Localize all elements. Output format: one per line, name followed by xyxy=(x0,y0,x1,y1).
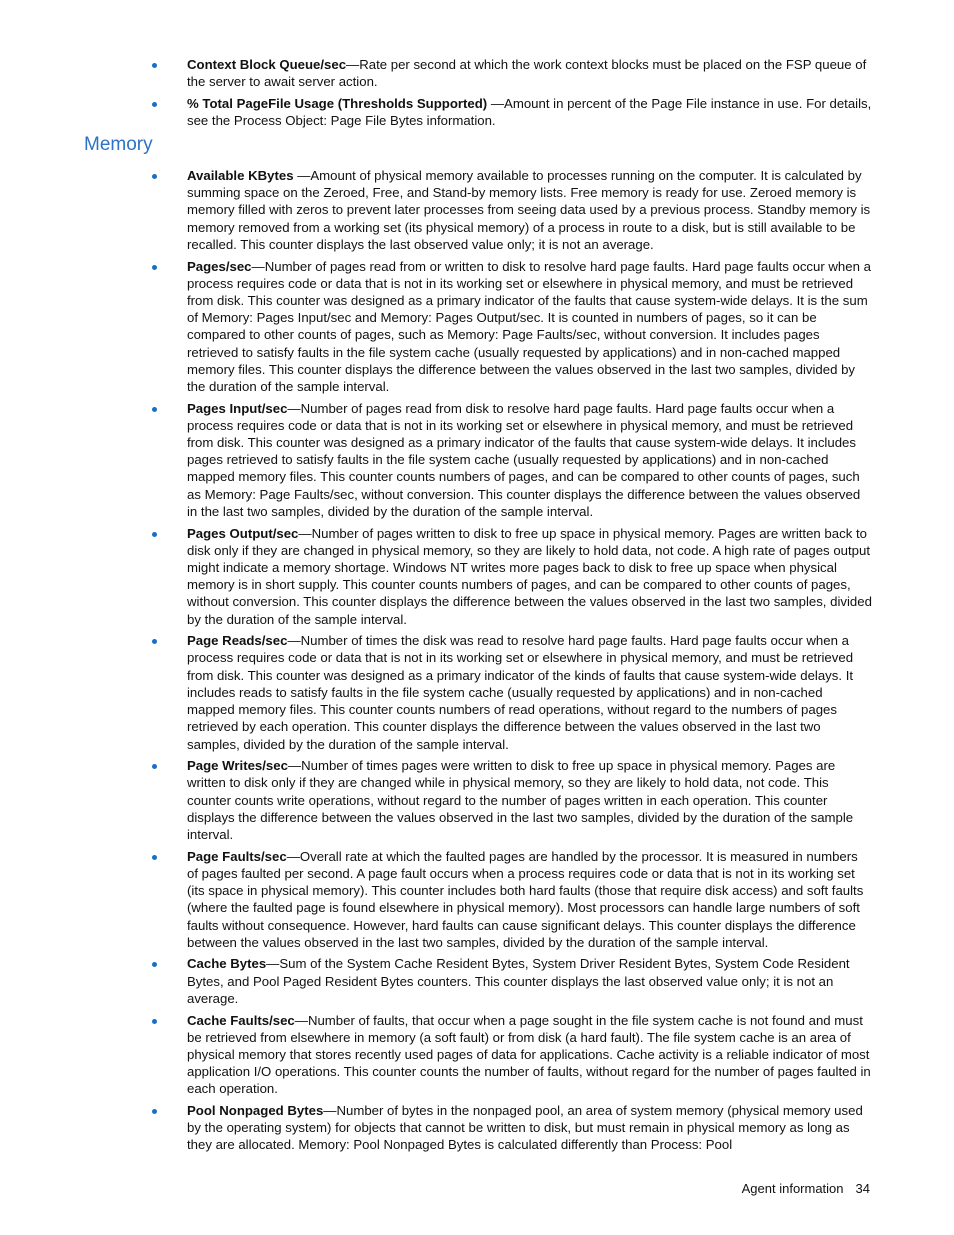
bullet-icon xyxy=(152,102,157,107)
counter-description: —Rate per second at which the work context blocks must be placed on the FSP queue of the server to await server action. xyxy=(187,57,867,90)
counter-name: Pool Nonpaged Bytes xyxy=(187,1103,324,1119)
list-item xyxy=(152,1012,872,1098)
bullet-icon xyxy=(152,63,157,68)
list-item xyxy=(152,95,872,129)
bullet-icon xyxy=(152,962,157,967)
counter-description: —Number of pages read from disk to resolve hard page faults. Hard page faults occur when a process requires code or data that is not in its working set or elsewhere in physical memory, and must be retrieved from disk. This counter was designed as a primary indicator of the faults that cause system-wide delays. It includes pages retrieved to satisfy faults in the file system cache (usually requested by applications) and in non-cached mapped memory files. This counter counts numbers of pages, and can be compared to other counts of pages, such as Memory: Page Faults/sec, without conversion. This counter displays the difference between the values observed in the last two samples, divided by the duration of the sample interval. xyxy=(187,400,861,519)
list-item xyxy=(152,525,872,628)
counter-name: Page Reads/sec xyxy=(187,633,288,649)
bullet-icon xyxy=(152,855,157,860)
bullet-icon xyxy=(152,764,157,769)
counter-name: Pages/sec xyxy=(187,258,252,274)
bullet-icon xyxy=(152,174,157,179)
list-item xyxy=(152,56,872,90)
bullet-icon xyxy=(152,639,157,644)
bullet-icon xyxy=(152,532,157,537)
list-item xyxy=(152,848,872,951)
list-item xyxy=(152,167,872,253)
list-item xyxy=(152,632,872,752)
list-item xyxy=(152,400,872,520)
counter-description: —Number of times pages were written to disk to free up space in physical memory. Pages are written to disk only if they are changed while in physical memory, so they are likely to hold data, not code. This counter counts write operations, without regard to the number of pages written in each operation. This counter displays the difference between the values observed in the last two samples, divided by the duration of the sample interval. xyxy=(187,758,854,843)
counter-description: —Amount in percent of the Page File instance in use. For details, see the Process Object: Page File Bytes information. xyxy=(187,95,872,129)
bullet-icon xyxy=(152,1019,157,1024)
bullet-icon xyxy=(152,265,157,270)
counter-description: —Number of pages read from or written to disk to resolve hard page faults. Hard page faults occur when a process requires code or data that is not in its working set or elsewhere in physical memory, and must be retrieved from disk. This counter was designed as a primary indicator of the faults that cause system-wide delays. It is the sum of Memory: Pages Input/sec and Memory: Pages Output/sec. It is counted in numbers of pages, so it can be compared to other counts of pages, such as Memory: Page Faults/sec, without conversion. It includes pages retrieved to satisfy faults in the file system cache (usually requested by applications) and in non-cached mapped memory files. This counter displays the difference between the values observed in the last two samples, divided by the duration of the sample interval. xyxy=(187,258,871,394)
counter-description: —Overall rate at which the faulted pages are handled by the processor. It is measured in numbers of pages faulted per second. A page fault occurs when a process requires code or data that is not in its working set (its space in physical memory). This counter includes both hard faults (those that require disk access) and soft faults (where the faulted page is found elsewhere in physical memory). Most processors can handle large numbers of soft faults without consequence. However, hard faults can cause significant delays. This counter displays the difference between the values observed in the last two samples, divided by the duration of the sample interval. xyxy=(187,848,864,950)
memory-bullet-list xyxy=(152,167,872,1158)
section-heading: Memory xyxy=(84,134,153,155)
counter-name: % Total PageFile Usage (Thresholds Supported) xyxy=(187,95,488,111)
bullet-icon xyxy=(152,407,157,412)
bullet-icon xyxy=(152,1109,157,1114)
counter-name: Cache Bytes xyxy=(187,956,267,972)
list-item xyxy=(152,258,872,396)
counter-description: —Number of times the disk was read to resolve hard page faults. Hard page faults occur when a process requires code or data that is not in its working set or elsewhere in physical memory, and must be retrieved from disk. This counter was designed as a primary indicator of the kinds of faults that cause system-wide delays. It includes reads to satisfy faults in the file system cache (usually requested by applications) and in non-cached mapped memory files. This counter counts numbers of read operations, without regard to the numbers of pages retrieved by each operation. This counter displays the difference between the values observed in the last two samples, divided by the duration of the sample interval. xyxy=(187,633,854,752)
counter-description: —Number of bytes in the nonpaged pool, an area of system memory (physical memory used by the operating system) for objects that cannot be written to disk, but must remain in physical memory as long as they are allocated. Memory: Pool Nonpaged Bytes is calculated differently than Process: Pool xyxy=(187,1103,863,1153)
counter-name: Pages Output/sec xyxy=(187,525,299,541)
top-bullet-list xyxy=(152,56,872,134)
page-footer xyxy=(742,1181,870,1196)
counter-name: Context Block Queue/sec xyxy=(187,57,347,72)
list-item xyxy=(152,1102,872,1154)
footer-label: Agent information xyxy=(741,1181,844,1196)
counter-name: Available KBytes xyxy=(187,168,294,183)
counter-name: Page Writes/sec xyxy=(187,758,288,774)
counter-name: Cache Faults/sec xyxy=(187,1012,295,1028)
counter-description: —Number of faults, that occur when a page sought in the file system cache is not found and must be retrieved from elsewhere in memory (a soft fault) or from disk (a hard fault). The file system cache is an area of physical memory that stores recently used pages of data for applications. Cache activity is a reliable indicator of most application I/O operations. This counter counts the number of faults, without regard for the number of pages faulted in each operation. xyxy=(187,1012,871,1097)
list-item xyxy=(152,757,872,843)
counter-name: Page Faults/sec xyxy=(187,848,287,864)
list-item xyxy=(152,955,872,1007)
counter-description: —Amount of physical memory available to processes running on the computer. It is calculated by summing space on the Zeroed, Free, and Stand-by memory lists. Free memory is ready for use. Zeroed memory is memory filled with zeros to prevent later processes from seeing data used by a previous process. Standby memory is memory removed from a working set (its physical memory) of a process in route to a disk, but is still available to be recalled. This counter displays the last observed value only; it is not an average. xyxy=(187,168,871,252)
page-number: 34 xyxy=(855,1181,870,1196)
counter-description: —Number of pages written to disk to free up space in physical memory. Pages are written back to disk only if they are changed in physical memory, so they are likely to hold data, not code. A high rate of pages output might indicate a memory shortage. Windows NT writes more pages back to disk to free up space when physical memory is in short supply. This counter counts numbers of pages, and can be compared to other counts of pages, without conversion. This counter displays the difference between the values observed in the last two samples, divided by the duration of the sample interval. xyxy=(187,525,872,627)
counter-name: Pages Input/sec xyxy=(187,400,288,416)
counter-description: —Sum of the System Cache Resident Bytes, System Driver Resident Bytes, System Code Resident Bytes, and Pool Paged Resident Bytes counters. This counter displays the last observed value only; it is not an average. xyxy=(187,956,850,1006)
